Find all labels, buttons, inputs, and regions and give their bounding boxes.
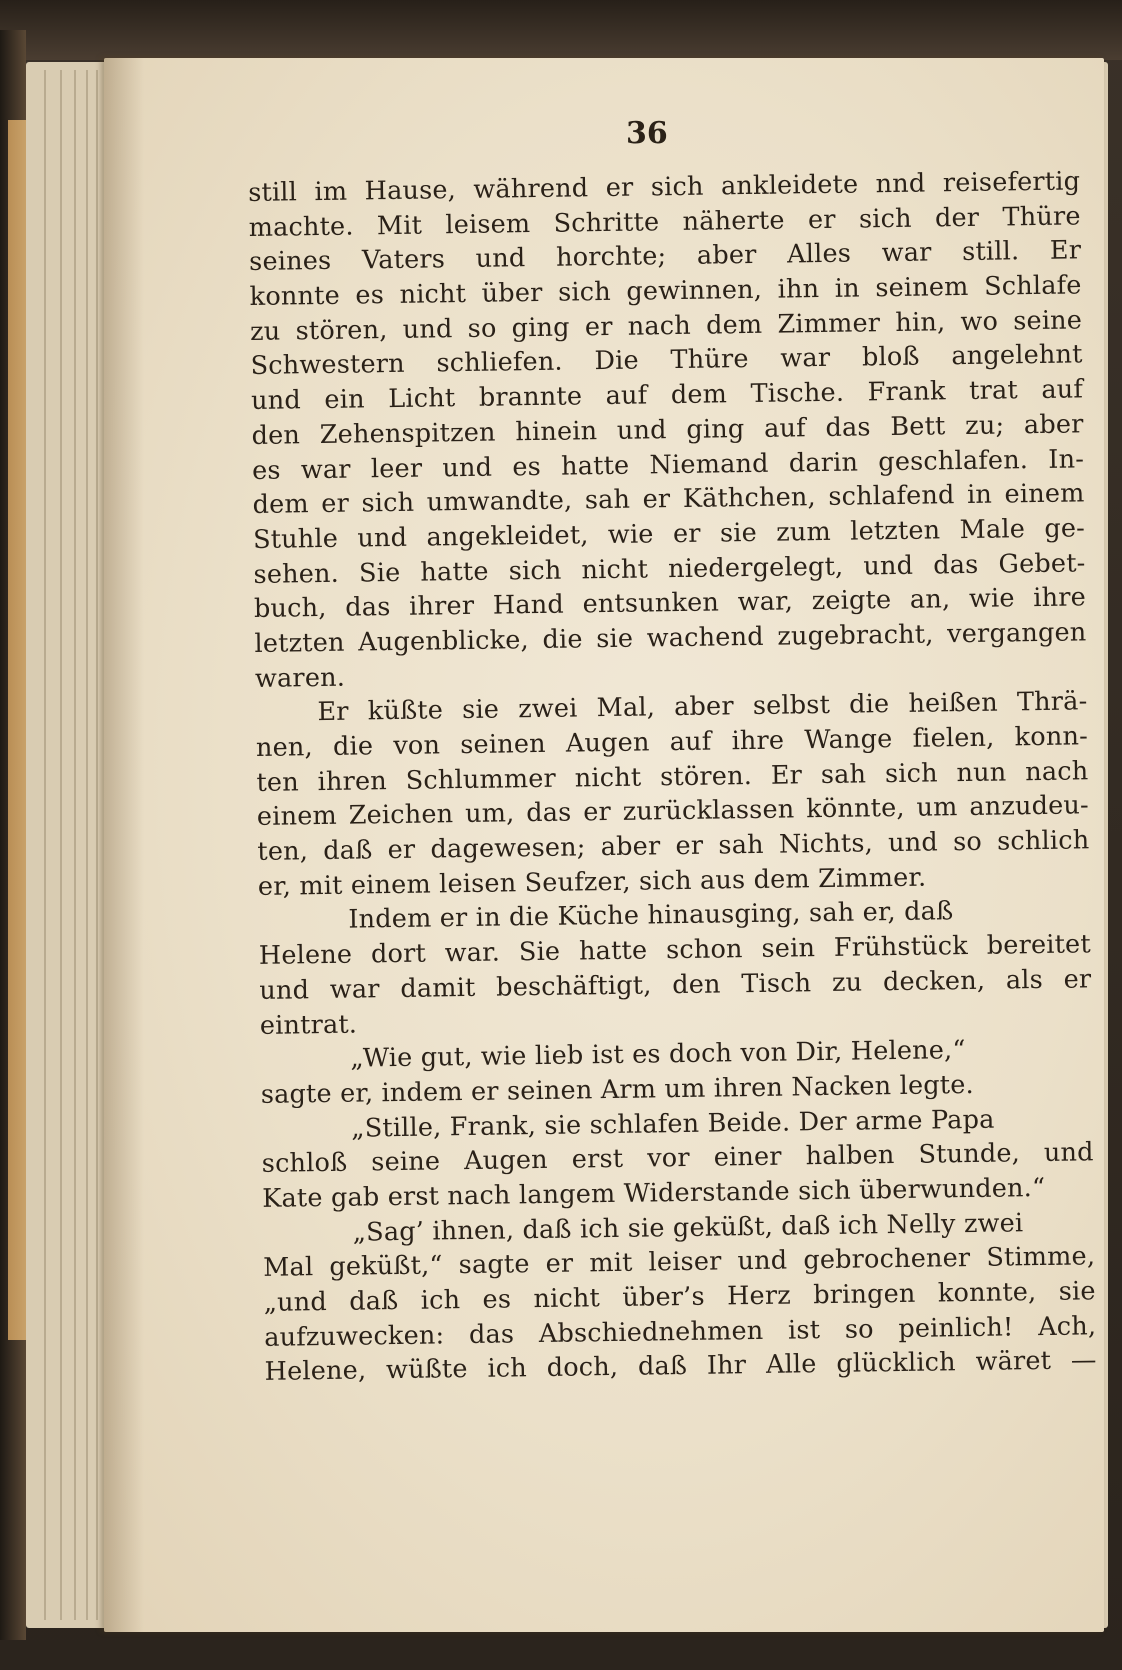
text-line: „und daß ich es nicht über’s Herz bringen konnte, sie <box>263 1276 1096 1318</box>
text-line: ten ihren Schlummer nicht stören. Er sah sich nun nach <box>256 756 1089 798</box>
text-line: den Zehenspitzen hinein und ging auf das Bett zu; aber <box>251 409 1084 451</box>
text-line: Indem er in die Küche hinausging, sah er, daß <box>348 896 954 936</box>
text-line: einem Zeichen um, das er zurücklassen könnte, um anzudeu- <box>256 790 1090 833</box>
text-line: sehen. Sie hatte sich nicht niedergelegt, und das Gebet- <box>253 547 1086 590</box>
text-line: Kate gab erst nach langem Widerstande sich überwunden.“ <box>262 1172 1046 1214</box>
text-line: still im Hause, während er sich ankleidete nnd reisefertig <box>248 166 1081 208</box>
text-line: Er küßte sie zwei Mal, aber selbst die heißen Thrä- <box>317 686 1088 728</box>
text-line: schloß seine Augen erst vor einer halben Stunde, und <box>261 1137 1094 1180</box>
text-line: aufzuwecken: das Abschiednehmen ist so peinlich! Ach, <box>264 1310 1097 1353</box>
text-line: waren. <box>254 662 346 694</box>
text-line: Helene, wüßte ich doch, daß Ihr Alle glücklich wäret — <box>264 1345 1097 1388</box>
text-line: dem er sich umwandte, sah er Käthchen, schlafend in einem <box>252 478 1085 521</box>
text-line: „Stille, Frank, sie schlafen Beide. Der arme Papa <box>351 1104 995 1144</box>
text-line: konnte es nicht über sich gewinnen, ihn in seinem Schlafe <box>249 270 1082 313</box>
text-line: zu stören, und so ging er nach dem Zimmer hin, wo seine <box>249 305 1083 347</box>
gutter-shadow <box>104 58 144 1632</box>
text-line: Helene dort war. Sie hatte schon sein Frühstück bereitet <box>258 929 1092 972</box>
text-line: und war damit beschäftigt, den Tisch zu decken, als er <box>259 964 1092 1006</box>
text-line: „Wie gut, wie lieb ist es doch von Dir, Helene,“ <box>350 1035 966 1074</box>
text-line: sagte er, indem er seinen Arm um ihren Nacken legte. <box>260 1069 975 1110</box>
text-line: buch, das ihrer Hand entsunken war, zeigte an, wie ihre <box>253 582 1087 625</box>
text-line: machte. Mit leisem Schritte näherte er sich der Thüre <box>248 201 1081 243</box>
text-line: Schwestern schliefen. Die Thüre war bloß angelehnt <box>250 339 1083 382</box>
text-line: Stuhle und angekleidet, wie er sie zum letzten Male ge- <box>252 513 1086 555</box>
text-line: er, mit einem leisen Seufzer, sich aus dem Zimmer. <box>257 862 927 902</box>
text-line: es war leer und es hatte Niemand darin geschlafen. In- <box>251 443 1085 486</box>
page-number: 36 <box>626 116 668 151</box>
text-line: Mal geküßt,“ sagte er mit leiser und gebrochener Stimme, <box>263 1241 1096 1284</box>
text-line: letzten Augenblicke, die sie wachend zugebracht, vergangen <box>254 617 1087 659</box>
text-line: und ein Licht brannte auf dem Tische. Frank trat auf <box>250 374 1084 417</box>
text-line: „Sag’ ihnen, daß ich sie geküßt, daß ich Nelly zwei <box>352 1207 1024 1248</box>
text-line: seines Vaters und horchte; aber Alles war still. Er <box>248 235 1082 278</box>
book-cover-top <box>0 0 1122 60</box>
text-line: nen, die von seinen Augen auf ihre Wange fielen, konn- <box>255 721 1089 763</box>
text-line: ten, daß er dagewesen; aber er sah Nichts, und so schlich <box>257 825 1090 867</box>
page-text <box>248 164 1097 1390</box>
text-line: eintrat. <box>259 1009 358 1041</box>
